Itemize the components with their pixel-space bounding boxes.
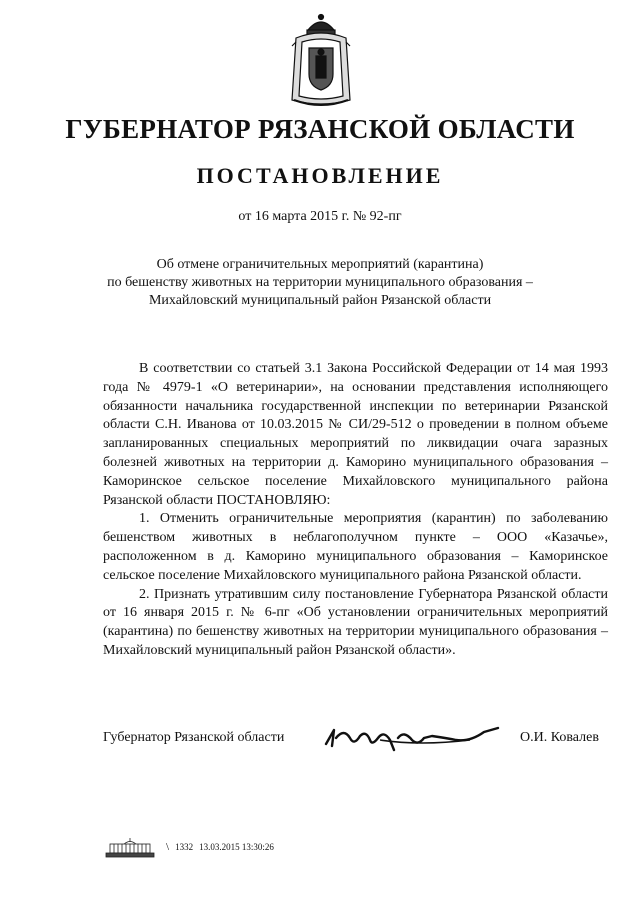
body-paragraph: В соответствии со статьей 3.1 Закона Российской Федерации от 14 мая 1993 года № 4979-1 «О ветеринарии», на основании представления исполняющего обязанности начальника государственной инспекции по ветеринарии Рязанской области С.Н. Иванова от 10.03.2015 № СИ/29-512 о проведении в полном объеме запланированных специальных мероприятий по ликвидации очага заразных болезней животных на территории д. Каморино муниципального образования – Каморинское сельское поселение Михайловского муниципального района Рязанской области ПОСТАНОВЛЯЮ: — [103, 361, 608, 508]
subject-line: Михайловский муниципальный район Рязанской области — [148, 293, 492, 308]
subject-line: Об отмене ограничительных мероприятий (карантина) — [156, 257, 484, 272]
document-number: от 16 марта 2015 г. № 92-пг — [238, 209, 402, 224]
registration-mark: \ — [166, 841, 170, 853]
page-title: ГУБЕРНАТОР РЯЗАНСКОЙ ОБЛАСТИ — [65, 114, 575, 144]
ryazan-coat-of-arms-icon — [288, 12, 354, 110]
registration-number: 1332 — [175, 842, 194, 852]
handwritten-signature — [320, 716, 505, 756]
document-subject — [100, 256, 540, 310]
subject-line: по бешенству животных на территории муниципального образования – — [107, 275, 533, 290]
signatory-position: Губернатор Рязанской области — [103, 730, 285, 745]
government-building-logo-icon — [100, 836, 160, 858]
document-body — [103, 360, 608, 661]
document-type: ПОСТАНОВЛЕНИЕ — [196, 163, 444, 188]
body-paragraph: 2. Признать утратившим силу постановление Губернатора Рязанской области от 16 января 2015 г. № 6-пг «Об установлении ограничительных мероприятий (карантина) по бешенству животных на территории муниципального образования – Михайловский муниципальный район Рязанской области». — [103, 586, 608, 658]
registration-timestamp: 13.03.2015 13:30:26 — [199, 842, 274, 852]
registration-footer — [100, 836, 274, 858]
signatory-name: О.И. Ковалев — [520, 730, 599, 745]
body-paragraph: 1. Отменить ограничительные мероприятия (карантин) по заболеванию бешенством животных в неблагополучном пункте – ООО «Казачье», расположенном в д. Каморино муниципального образования – Каморинское сельское поселение Михайловского муниципального района Рязанской области. — [103, 511, 608, 583]
